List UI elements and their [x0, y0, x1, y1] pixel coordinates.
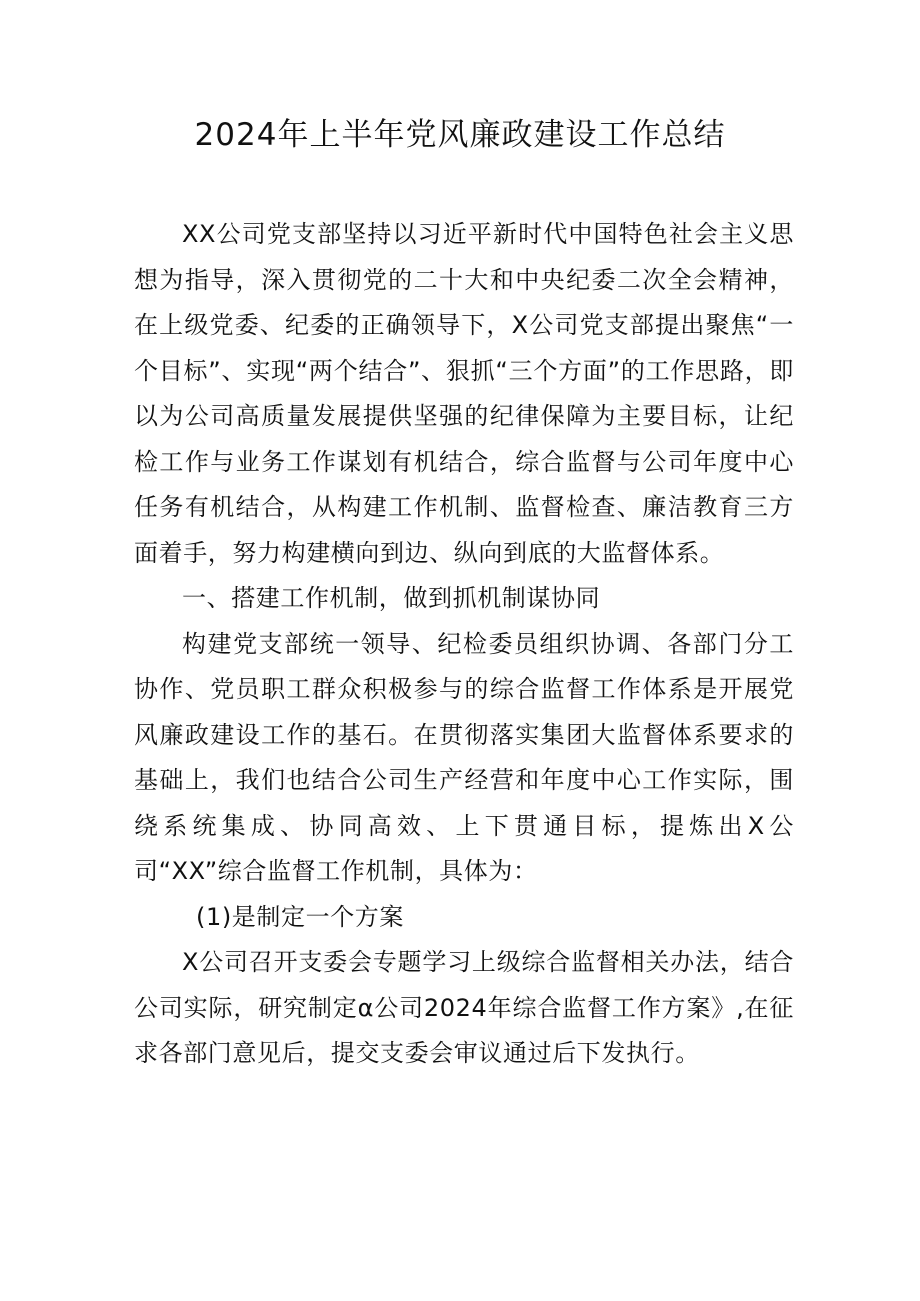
document-body [134, 212, 794, 1077]
sub-item-paragraph: X公司召开支委会专题学习上级综合监督相关办法，结合公司实际，研究制定α公司2024年综合监督工作方案》,在征求各部门意见后，提交支委会审议通过后下发执行。 [134, 948, 794, 1067]
section-heading: 一、搭建工作机制，做到抓机制谋协同 [182, 584, 601, 612]
section-paragraph: 构建党支部统一领导、纪检委员组织协调、各部门分工协作、党员职工群众积极参与的综合监督工作体系是开展党风廉政建设工作的基石。在贯彻落实集团大监督体系要求的基础上，我们也结合公司生产经营和年度中心工作实际，围绕系统集成、协同高效、上下贯通目标，提炼出X公司“XX”综合监督工作机制，具体为： [134, 629, 794, 885]
sub-item-heading: (1)是制定一个方案 [196, 902, 404, 931]
intro-paragraph: XX公司党支部坚持以习近平新时代中国特色社会主义思想为指导，深入贯彻党的二十大和中央纪委二次全会精神，在上级党委、纪委的正确领导下，X公司党支部提出聚焦“一个目标”、实现“两个结合”、狠抓“三个方面”的工作思路，即以为公司高质量发展提供坚强的纪律保障为主要目标，让纪检工作与业务工作谋划有机结合，综合监督与公司年度中心任务有机结合，从构建工作机制、监督检查、廉洁教育三方面着手，努力构建横向到边、纵向到底的大监督体系。 [134, 220, 794, 567]
document-title: 2024年上半年党风廉政建设工作总结 [194, 117, 726, 153]
